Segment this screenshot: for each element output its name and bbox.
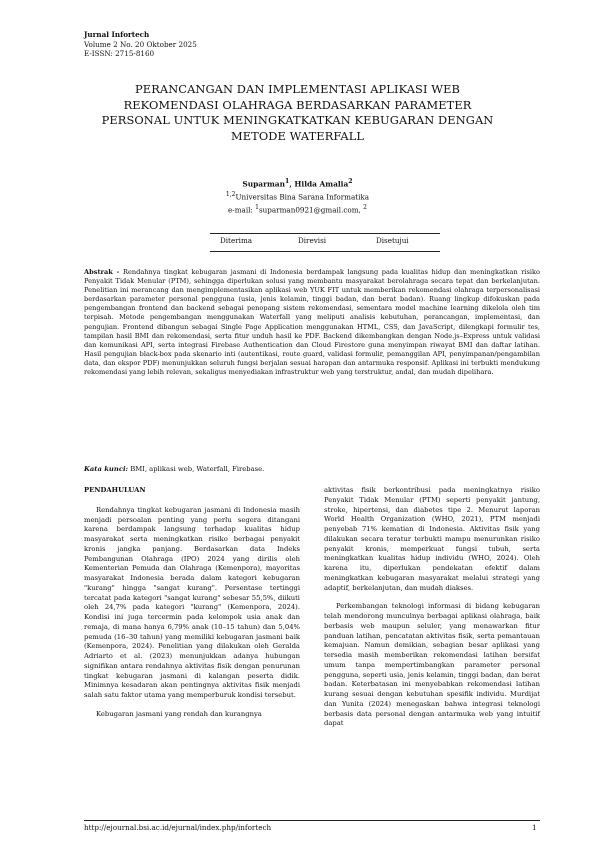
received-label: Diterima [220, 236, 253, 245]
author-name: Hilda Amalia [294, 179, 349, 189]
journal-name: Jurnal Infortech [84, 30, 150, 39]
divider [210, 251, 440, 252]
paper-title [84, 82, 511, 144]
keywords [84, 465, 540, 473]
journal-volume: Volume 2 No. 20 Oktober 2025 [84, 39, 197, 49]
author-sup: 1 [284, 178, 290, 185]
revised-label: Direvisi [298, 236, 327, 245]
title-line: REKOMENDASI OLAHRAGA BERDASARKAN PARAMETER [123, 97, 472, 112]
affiliation-sup: 1,2 [225, 191, 236, 198]
title-line: PERANCANGAN DAN IMPLEMENTASI APLIKASI WEB [135, 82, 460, 96]
abstract-text: Rendahnya tingkat kebugaran jasmani di Indonesia berdampak langsung pada kualitas hidup dan meningkatkan risiko Penyakit Tidak Menular (PTM), sehingga diperlukan solusi yang membantu masyarakat berolahraga secara tepat dan berkelanjutan. Penelitian ini merancang dan mengimplementasikan aplikasi web YUK FIT untuk memberikan rekomendasi olahraga terpersonalisasi berdasarkan parameter personal pengguna (usia, jenis kelamin, tinggi badan, dan berat badan). Ruang lingkup difokuskan pada pengembangan frontend dan backend sebagai penopang sistem rekomendasi, sementara model machine learning dikelola oleh tim terpisah. Metode pengembangan menggunakan Waterfall yang meliputi analisis kebutuhan, perancangan, implementasi, dan pengujian. Frontend dibangun sebagai Single Page Application menggunakan HTML, CSS, dan JavaScript, dilengkapi formulir tes, tampilan hasil BMI dan rekomendasi, serta fitur unduh hasil ke PDF. Backend dikembangkan dengan Node.js–Express untuk validasi dan komunikasi API, serta integrasi Firebase Authentication dan Cloud Firestore guna menyimpan riwayat BMI dan daftar latihan. Hasil pengujian black-box pada skenario inti (autentikasi, route guard, validasi formulir, pemanggilan API, penyimpanan/pengambilan data, dan ekspor PDF) menunjukkan seluruh fungsi berjalan sesuai harapan dan antarmuka responsif. Aplikasi ini terbukti mendukung rekomendasi yang lebih relevan, sekaligus menyediakan infrastruktur web yang terstruktur, andal, dan mudah dipelihara. [84, 268, 540, 377]
body-paragraph: aktivitas fisik berkontribusi pada meningkatnya risiko Penyakit Tidak Menular (PTM) seperti penyakit jantung, stroke, hipertensi, dan diabetes tipe 2. Menurut laporan World Health Organization (WHO, 2021), PTM menjadi penyebab 71% kematian di Indonesia. Aktivitas fisik yang dilakukan secara teratur terbukti mampu menurunkan risiko penyakit kronis, memperkuat fungsi tubuh, serta meningkatkan kualitas hidup individu (WHO, 2024). Oleh karena itu, diperlukan pendekatan efektif dalam meningkatkan kebugaran masyarakat melalui strategi yang adaptif, berkelanjutan, dan mudah diakses. [324, 486, 540, 592]
institution-name: Universitas Bina Sarana Informatika [235, 192, 370, 202]
email-line [84, 203, 511, 216]
author-sup: 2 [348, 178, 353, 185]
affiliation-line [84, 190, 511, 203]
author-separator: , [289, 179, 295, 189]
body-paragraph: Kebugaran jasmani yang rendah dan kurangnya [96, 709, 262, 718]
author-name: Suparman [242, 179, 285, 189]
accepted-label: Disetujui [376, 236, 409, 245]
journal-header [84, 30, 197, 59]
keywords-text: BMI, aplikasi web, Waterfall, Firebase. [128, 465, 265, 473]
email-prefix: e-mail: [228, 205, 256, 215]
page-number: 1 [532, 823, 537, 832]
affiliation-block [84, 190, 511, 216]
title-line: PERSONAL UNTUK MENINGKATKATKAN KEBUGARAN DENGAN [101, 113, 494, 128]
email-sup: 2 [363, 203, 367, 211]
abstract [84, 268, 540, 377]
footer-divider [84, 820, 540, 821]
submission-dates [210, 231, 440, 259]
email-address: suparman0921@gmail.com, [258, 205, 364, 215]
left-column [84, 486, 300, 729]
journal-issn: E-ISSN: 2715-8160 [84, 49, 155, 59]
keywords-label: Kata kunci: [84, 465, 129, 473]
footer-url-link[interactable]: http://ejournal.bsi.ac.id/ejurnal/index.php/infortech [84, 823, 272, 832]
right-column [324, 486, 540, 738]
body-paragraph: Perkembangan teknologi informasi di bidang kebugaran telah mendorong munculnya berbagai aplikasi olahraga, baik berbasis web maupun seluler, yang menawarkan fitur panduan latihan, pencatatan aktivitas fisik, serta pemantauan kemajuan. Namun demikian, sebagian besar aplikasi yang tersedia masih memberikan rekomendasi latihan bersifat umum tanpa mempertimbangkan parameter personal pengguna, seperti usia, jenis kelamin, tinggi badan, dan berat badan. Keterbatasan ini menyebabkan rekomendasi latihan kurang sesuai dengan kebutuhan spesifik individu. Murdijat dan Yunita (2024) menegaskan bahwa integrasi teknologi berbasis data personal dengan antarmuka web yang intuitif dapat [324, 602, 540, 728]
abstract-label: Abstrak - [84, 268, 124, 276]
body-paragraph: Rendahnya tingkat kebugaran jasmani di Indonesia masih menjadi persoalan penting yang perlu segera ditangani karena berdampak langsung terhadap kualitas hidup masyarakat serta meningkatkan risiko berbagai penyakit kronis jangka panjang. Berdasarkan data Indeks Pembangunan Olahraga (IPO) 2024 yang dirilis oleh Kementerian Pemuda dan Olahraga (Kemenpora), mayoritas masyarakat Indonesia berada dalam kategori kebugaran "kurang" hingga "sangat kurang". Persentase tertinggi tercatat pada kategori "sangat kurang" sebesar 55,5%, diikuti oleh 24,7% pada kategori "kurang" (Kemenpora, 2024). Kondisi ini juga tercermin pada kelompok usia anak dan remaja, di mana hanya 6,79% anak (10–15 tahun) dan 5,04% pemuda (16–30 tahun) yang memiliki kebugaran jasmani baik (Kemenpora, 2024). Penelitian yang dilakukan oleh Geralda Adriarto et al. (2023) menunjukkan adanya hubungan signifikan antara rendahnya aktivitas fisik dengan penurunan tingkat kebugaran jasmani di kalangan peserta didik. Minimnya kesadaran akan pentingnya aktivitas fisik menjadi salah satu faktor utama yang memperburuk kondisi tersebut. [84, 505, 300, 699]
email-sup: 1 [255, 203, 259, 211]
author-list [84, 178, 511, 188]
title-line: METODE WATERFALL [230, 128, 365, 143]
section-heading: PENDAHULUAN [84, 486, 146, 494]
divider [210, 233, 440, 234]
